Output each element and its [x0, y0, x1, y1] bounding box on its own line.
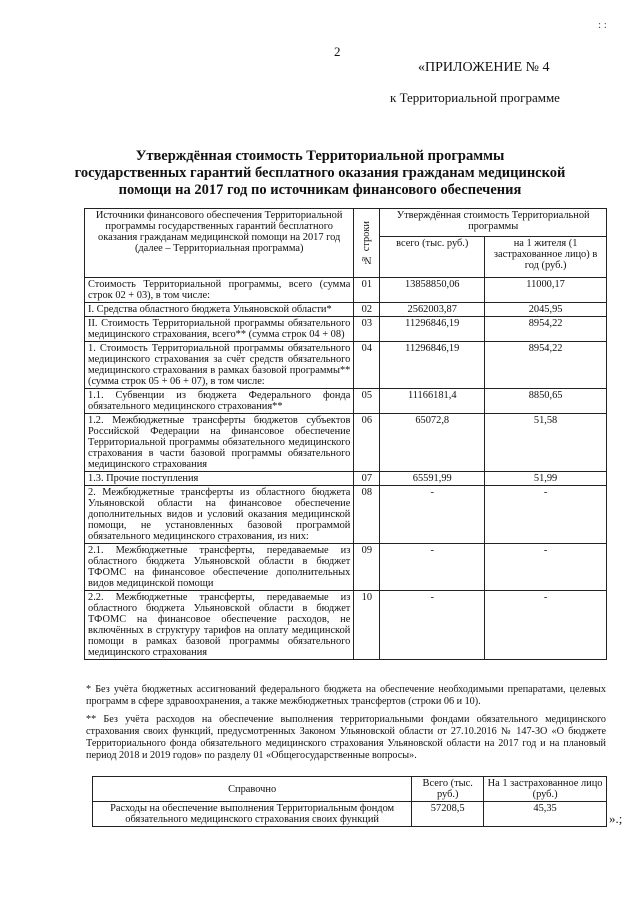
table-row: [85, 317, 607, 342]
row-total: 11166181,4: [380, 389, 485, 414]
page-number: 2: [334, 44, 341, 59]
row-name: 1.1. Субвенции из бюджета Федерального фонда обязательного медицинского страхования**: [85, 389, 354, 414]
corner-marks: : :: [598, 19, 607, 31]
closing-mark: ».;: [609, 811, 623, 826]
reference-row-per: 45,35: [484, 802, 607, 827]
cost-table: [84, 208, 607, 660]
row-per-capita: -: [485, 544, 607, 591]
reference-header-total: Всего (тыс. руб.): [412, 777, 484, 802]
table-row: [85, 303, 607, 317]
table-row: [85, 486, 607, 544]
row-total: -: [380, 544, 485, 591]
header-total: всего (тыс. руб.): [380, 237, 485, 278]
row-per-capita: 2045,95: [485, 303, 607, 317]
header-sources: Источники финансового обеспечения Территориальной программы государственных гарантий бесплатного оказания гражданам медицинской помощи на 2017 год (далее – Территориальная программа): [85, 209, 354, 278]
row-total: 13858850,06: [380, 278, 485, 303]
row-number: 05: [354, 389, 380, 414]
appendix-subtitle: к Территориальной программе: [390, 90, 560, 105]
row-number: 01: [354, 278, 380, 303]
reference-header-name: Справочно: [93, 777, 412, 802]
row-total: 2562003,87: [380, 303, 485, 317]
table-row: [85, 544, 607, 591]
row-number: 04: [354, 342, 380, 389]
row-name: 1. Стоимость Территориальной программы обязательного медицинского страхования за счёт средств обязательного медицинского страхования в рамках базовой программы** (сумма строк 05 + 06 + 07), в том числе:: [85, 342, 354, 389]
table-row: [85, 414, 607, 472]
title-line: помощи на 2017 год по источникам финансового обеспечения: [118, 182, 522, 198]
row-name: II. Стоимость Территориальной программы обязательного медицинского страхования, всего** (сумма строк 04 + 08): [85, 317, 354, 342]
footnote-2: ** Без учёта расходов на обеспечение выполнения территориальными фондами обязательного медицинского страхования своих функций, предусмотренных Законом Ульяновской области от 27.10.2016 № 147-ЗО «О бюджете Территориального фонда обязательного медицинского страхования Ульяновской области на 2017 год и на плановый период 2018 и 2019 годов» по разделу 01 «Общегосударственные вопросы».: [86, 714, 606, 761]
header-per-capita: на 1 жителя (1 застрахованное лицо) в год (руб.): [485, 237, 607, 278]
row-total: 11296846,19: [380, 342, 485, 389]
row-per-capita: 51,58: [485, 414, 607, 472]
row-per-capita: 11000,17: [485, 278, 607, 303]
row-number: 06: [354, 414, 380, 472]
row-name: 2. Межбюджетные трансферты из областного бюджета Ульяновской области на финансовое обеспечение дополнительных видов и условий оказания медицинской помощи, не установленных базовой программой обязательного медицинского страхования, из них:: [85, 486, 354, 544]
reference-header-per: На 1 застрахованное лицо (руб.): [484, 777, 607, 802]
row-number: 03: [354, 317, 380, 342]
reference-row-name: Расходы на обеспечение выполнения Территориальным фондом обязательного медицинского страхования своих функций: [93, 802, 412, 827]
document-title: [60, 148, 580, 199]
row-total: -: [380, 486, 485, 544]
table-row: [85, 591, 607, 660]
row-name: 1.3. Прочие поступления: [85, 472, 354, 486]
table-row: [85, 342, 607, 389]
table-header-row: [85, 209, 607, 237]
row-number: 10: [354, 591, 380, 660]
appendix-title: «ПРИЛОЖЕНИЕ № 4: [418, 60, 550, 75]
title-line: государственных гарантий бесплатного оказания гражданам медицинской: [74, 165, 566, 181]
table-row: [85, 389, 607, 414]
table-row: [85, 472, 607, 486]
header-approved-cost: Утверждённая стоимость Территориальной программы: [380, 209, 607, 237]
row-name: Стоимость Территориальной программы, всего (сумма строк 02 + 03), в том числе:: [85, 278, 354, 303]
table-row: [85, 278, 607, 303]
row-per-capita: -: [485, 591, 607, 660]
title-line: Утверждённая стоимость Территориальной программы: [135, 148, 505, 164]
row-name: I. Средства областного бюджета Ульяновской области*: [85, 303, 354, 317]
row-per-capita: -: [485, 486, 607, 544]
row-number: 08: [354, 486, 380, 544]
row-name: 2.2. Межбюджетные трансферты, передаваемые из областного бюджета Ульяновской области в бюджет ТФОМС на финансовое обеспечение расходов, не включённых в структуру тарифов на оплату медицинской помощи в рамках базовой программы обязательного медицинского страхования: [85, 591, 354, 660]
reference-row: [93, 802, 607, 827]
row-per-capita: 8850,65: [485, 389, 607, 414]
header-row-no-label: № строки: [361, 221, 373, 265]
row-total: 65591,99: [380, 472, 485, 486]
row-number: 07: [354, 472, 380, 486]
row-per-capita: 51,99: [485, 472, 607, 486]
row-per-capita: 8954,22: [485, 317, 607, 342]
header-row-no: [354, 209, 380, 278]
footnote-1: * Без учёта бюджетных ассигнований федерального бюджета на обеспечение необходимыми препаратами, целевых программ в сфере здравоохранения, а также межбюджетных трансфертов (строки 06 и 10).: [86, 684, 606, 707]
row-number: 09: [354, 544, 380, 591]
reference-table: [92, 776, 607, 827]
row-name: 2.1. Межбюджетные трансферты, передаваемые из областного бюджета Ульяновской области в бюджет ТФОМС на финансовое обеспечение дополнительных видов медицинской помощи: [85, 544, 354, 591]
row-total: 65072,8: [380, 414, 485, 472]
row-per-capita: 8954,22: [485, 342, 607, 389]
row-total: -: [380, 591, 485, 660]
row-number: 02: [354, 303, 380, 317]
reference-row-total: 57208,5: [412, 802, 484, 827]
reference-header-row: [93, 777, 607, 802]
row-name: 1.2. Межбюджетные трансферты бюджетов субъектов Российской Федерации на финансовое обеспечение Территориальной программы обязательного медицинского страхования в части базовой программы обязательного медицинского страхования: [85, 414, 354, 472]
row-total: 11296846,19: [380, 317, 485, 342]
